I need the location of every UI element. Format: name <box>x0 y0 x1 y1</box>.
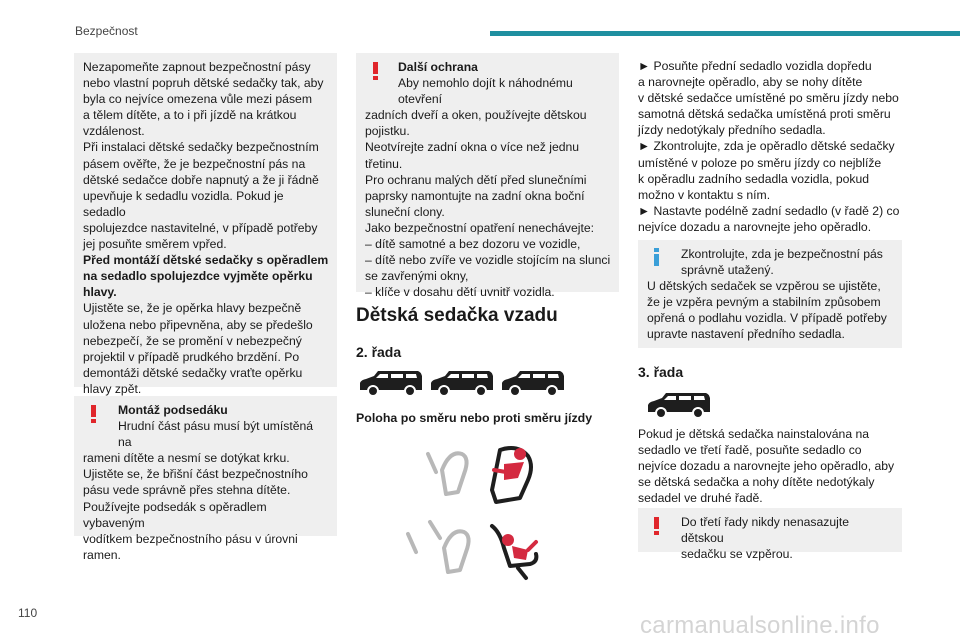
text-line: a tělem dítěte, a to i při jízdě na krátkou <box>83 108 297 123</box>
instruction-line: ► Nastavte podélně zadní sedadlo (v řadě 2) co <box>638 203 900 218</box>
text-line: zadních dveří a oken, používejte dětskou <box>365 108 587 123</box>
warning-title: Další ochrana <box>398 60 478 74</box>
watermark: carmanualsonline.info <box>640 612 880 639</box>
instruction-line: možno v kontaktu s ním. <box>638 187 771 202</box>
row-2-heading: 2. řada <box>356 344 402 360</box>
instruction-line: umístěné v poloze po směru jízdy co nejblíže <box>638 155 882 170</box>
text-line: nebo vlastní popruh dětské sedačky tak, aby <box>83 76 324 91</box>
instruction-line: ► Posuňte přední sedadlo vozidla dopředu <box>638 59 872 73</box>
text-line: upevňuje k sedadlu vozidla. Pokud je sedadlo <box>83 188 284 219</box>
warning-icon <box>373 62 378 79</box>
section-color-bar <box>490 31 960 36</box>
text-line: pojistku. <box>365 124 410 139</box>
text-line: sluneční clony. <box>365 204 445 219</box>
car-silhouette-icon <box>648 393 710 418</box>
car-silhouette-icon <box>502 371 564 396</box>
child-seat-rearward-icon <box>408 522 536 578</box>
text-line: opřená o podlahu vozidla. V případě potřeby <box>647 311 887 326</box>
text-line: – dítě samotné a bez dozoru ve vozidle, <box>365 237 581 252</box>
section-title: Bezpečnost <box>75 24 138 38</box>
section-heading: Dětská sedačka vzadu <box>356 305 558 326</box>
text-line: Jako bezpečnostní opatření nenechávejte: <box>365 220 595 235</box>
text-line: Do třetí řady nikdy nenasazujte dětskou <box>681 515 850 546</box>
text-line: nebezpečí, že se promění v nebezpečný <box>83 333 302 348</box>
row-3-text <box>638 426 908 506</box>
row-3-heading: 3. řada <box>638 364 684 380</box>
warning-icon <box>654 517 659 534</box>
text-line: Hrudní část pásu musí být umístěná na <box>118 419 314 450</box>
text-line: Zkontrolujte, zda je bezpečnostní pás <box>681 247 883 261</box>
bold-text-line: hlavy. <box>83 285 117 300</box>
booster-warning-box <box>74 396 337 562</box>
instruction-line: v dětské sedačce umístěné po směru jízdy nebo <box>638 91 899 106</box>
car-silhouette-row3 <box>646 388 718 424</box>
text-line: Ujistěte se, že břišní část bezpečnostního <box>83 467 308 482</box>
instruction-line: a narovnejte opěradlo, aby se nohy dítěte <box>638 75 863 90</box>
instruction-line: jízdy nedotýkaly předního sedadla. <box>638 123 826 138</box>
text-line: správně utažený. <box>681 263 774 278</box>
text-line: že je vzpěra pevným a stabilním způsobem <box>647 295 881 310</box>
bold-text-line: na sedadlo spolujezdce vyjměte opěrku <box>83 269 313 284</box>
text-line: projektil v případě prudkého brzdění. Po <box>83 349 300 364</box>
bold-text-line: Před montáží dětské sedačky s opěradlem <box>83 253 329 268</box>
text-line: Při instalaci dětské sedačky bezpečnostním <box>83 140 319 155</box>
instruction-line: nejvíce dozadu a narovnejte jeho opěradlo. <box>638 219 872 234</box>
instruction-line: k opěradlu zadního sedadla vozidla, pokud <box>638 171 870 186</box>
text-line: hlavy zpět. <box>83 381 142 396</box>
info-icon <box>654 248 659 266</box>
text-line: nejvíce dozadu a narovnejte jeho opěradlo, aby <box>638 459 895 474</box>
text-line: sedadel ve druhé řadě. <box>638 491 763 506</box>
text-line: sedačku se vzpěrou. <box>681 547 793 562</box>
text-line: sedadlo ve třetí řadě, posuňte sedadlo co <box>638 443 862 458</box>
child-seat-illustrations <box>400 440 570 590</box>
text-line: uložena nebo připevněna, aby se předešlo <box>83 317 313 332</box>
instruction-text <box>638 58 908 235</box>
car-silhouettes-row2 <box>356 366 626 402</box>
text-line: ramen. <box>83 547 121 562</box>
text-line: paprsky namontujte na zadní okna boční <box>365 188 585 203</box>
text-line: pásem ověřte, že je bezpečnostní pás na <box>83 156 306 171</box>
warning-title: Montáž podsedáku <box>118 403 228 417</box>
info-box <box>638 240 902 348</box>
text-line: třetinu. <box>365 156 403 171</box>
position-heading: Poloha po směru nebo proti směru jízdy <box>356 411 593 425</box>
text-line: rameni dítěte a nesmí se dotýkat krku. <box>83 451 290 466</box>
text-line: Aby nemohlo dojít k náhodnému otevření <box>398 76 573 107</box>
text-line: vodítkem bezpečnostního pásu v úrovni <box>83 531 298 546</box>
text-line: – klíče v dosahu dětí uvnitř vozidla. <box>365 285 555 300</box>
text-line: demontáži dětské sedačky vraťte opěrku <box>83 365 303 380</box>
seatbelt-note-box <box>74 53 337 396</box>
text-line: spolujezdce nastavitelné, v případě potřeby <box>83 220 318 235</box>
car-silhouette-icon <box>360 371 422 396</box>
text-line: Pokud je dětská sedačka nainstalována na <box>638 427 870 441</box>
instruction-line: samotná dětská sedačka umístěná proti směru <box>638 107 891 122</box>
text-line: se dětská sedačka a nohy dítěte nedotýkaly <box>638 475 875 490</box>
text-line: Pro ochranu malých dětí před slunečními <box>365 172 587 187</box>
text-line: Neotvírejte zadní okna o více než jednu <box>365 140 580 155</box>
text-line: dětské sedačce dobře napnutý a že ji řádně <box>83 172 319 187</box>
text-line: se zavřenými okny, <box>365 269 469 284</box>
text-line: Ujistěte se, že je opěrka hlavy bezpečně <box>83 301 302 316</box>
text-line: Nezapomeňte zapnout bezpečnostní pásy <box>83 60 311 74</box>
page-number: 110 <box>18 606 38 620</box>
additional-protection-box <box>356 53 619 300</box>
instruction-line: ► Zkontrolujte, zda je opěradlo dětské sedačky <box>638 139 895 154</box>
text-line: – dítě nebo zvíře ve vozidle stojícím na slunci <box>365 253 611 268</box>
text-line: pásu vede správně přes stehna dítěte. <box>83 483 291 498</box>
text-line: vzdálenost. <box>83 124 145 139</box>
text-line: upravte nastavení předního sedadla. <box>647 327 845 342</box>
warning-icon <box>91 405 96 422</box>
text-line: jej posuňte směrem vpřed. <box>83 237 227 252</box>
text-line: Používejte podsedák s opěradlem vybaveným <box>83 499 267 530</box>
car-silhouette-icon <box>431 371 493 396</box>
text-line: U dětských sedaček se vzpěrou se ujistěte, <box>647 279 881 294</box>
row-3-warning-box <box>638 508 902 562</box>
child-seat-forward-icon <box>428 448 531 502</box>
text-line: byla co nejvíce omezena vůle mezi pásem <box>83 92 312 107</box>
